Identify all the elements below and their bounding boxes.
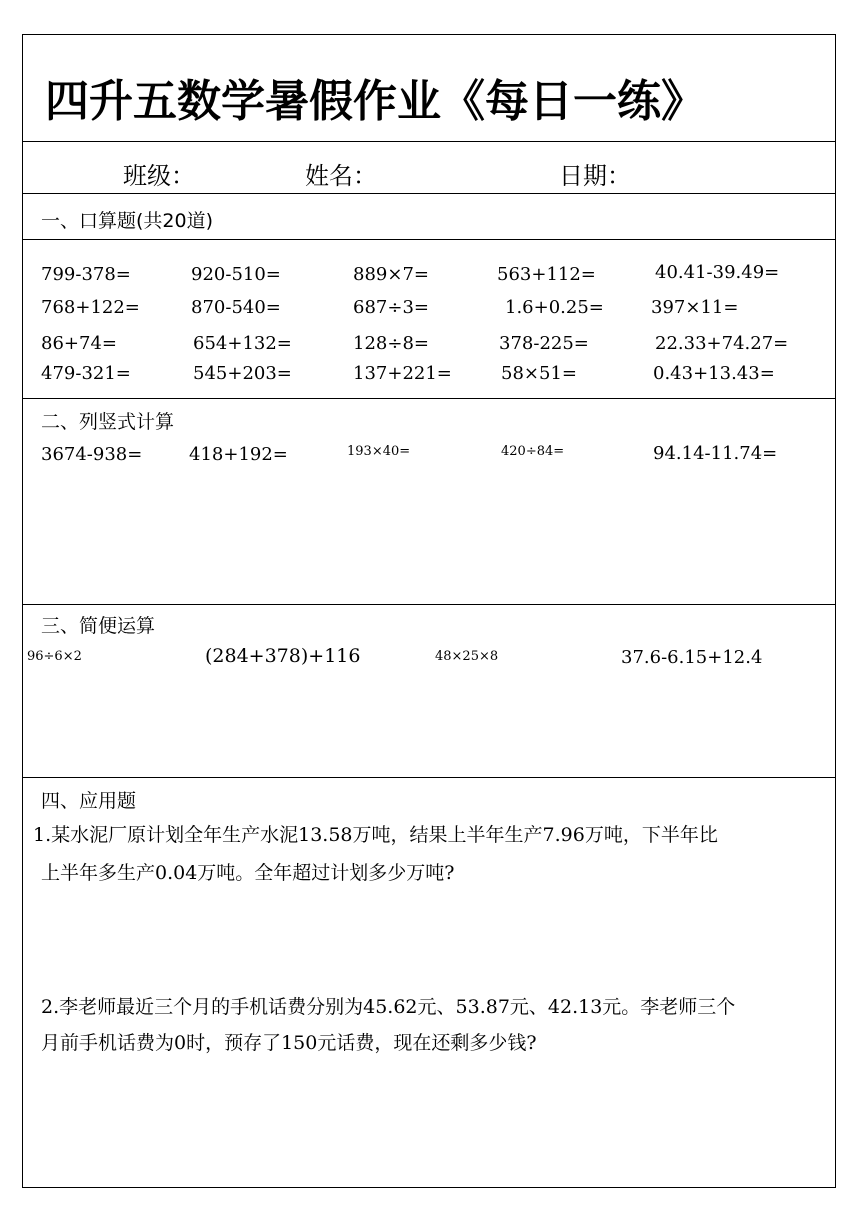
simple-item: 96÷6×2 — [27, 649, 82, 664]
oral-item: 58×51= — [501, 363, 577, 384]
oral-item: 378-225= — [499, 333, 589, 354]
word-problems-section — [23, 778, 835, 1189]
simplified-calc-section — [23, 605, 835, 778]
oral-item: 799-378= — [41, 264, 131, 285]
vertical-calc-section — [23, 399, 835, 605]
oral-item: 545+203= — [193, 363, 292, 384]
oral-item: 768+122= — [41, 297, 140, 318]
vertical-item: 3674-938= — [41, 444, 143, 465]
oral-item: 1.6+0.25= — [505, 297, 604, 318]
oral-item: 40.41-39.49= — [655, 262, 780, 283]
oral-item: 870-540= — [191, 297, 281, 318]
date-label: 日期： — [559, 162, 631, 190]
oral-item: 563+112= — [497, 264, 596, 285]
word-problem-1-line-2: 上半年多生产0.04万吨。全年超过计划多少万吨? — [41, 862, 455, 884]
title-section — [23, 35, 835, 142]
word-problem-2-line-2: 月前手机话费为0时，预存了150元话费，现在还剩多少钱? — [41, 1032, 537, 1054]
worksheet — [22, 34, 836, 1188]
oral-item: 86+74= — [41, 333, 117, 354]
word-problem-2-line-1: 2.李老师最近三个月的手机话费分别为45.62元、53.87元、42.13元。李老师三个 — [41, 996, 736, 1018]
class-label: 班级： — [123, 162, 195, 190]
vertical-item: 94.14-11.74= — [653, 443, 778, 464]
name-label: 姓名： — [305, 162, 377, 190]
oral-item: 128÷8= — [353, 333, 429, 354]
simple-item: 48×25×8 — [435, 649, 499, 664]
vertical-item: 193×40= — [347, 444, 411, 459]
vertical-heading: 二、列竖式计算 — [41, 411, 175, 433]
vertical-item: 420÷84= — [501, 444, 565, 459]
oral-item: 22.33+74.27= — [655, 333, 789, 354]
oral-item: 0.43+13.43= — [653, 363, 775, 384]
vertical-item: 418+192= — [189, 444, 288, 465]
oral-item: 397×11= — [651, 297, 739, 318]
simple-item: (284+378)+116 — [205, 645, 361, 667]
oral-item: 889×7= — [353, 264, 429, 285]
oral-item: 654+132= — [193, 333, 292, 354]
info-row — [23, 142, 835, 194]
simple-item: 37.6-6.15+12.4 — [621, 647, 763, 668]
simple-heading: 三、简便运算 — [41, 615, 156, 637]
oral-item: 687÷3= — [353, 297, 429, 318]
oral-problems — [23, 240, 835, 399]
oral-heading-row — [23, 194, 835, 240]
oral-heading: 一、口算题(共20道) — [41, 210, 214, 232]
oral-item: 479-321= — [41, 363, 131, 384]
page-title: 四升五数学暑假作业《每日一练》 — [45, 76, 705, 127]
word-problem-1-line-1: 1.某水泥厂原计划全年生产水泥13.58万吨，结果上半年生产7.96万吨，下半年比 — [33, 824, 718, 846]
oral-item: 920-510= — [191, 264, 281, 285]
word-heading: 四、应用题 — [41, 790, 137, 812]
oral-item: 137+221= — [353, 363, 452, 384]
